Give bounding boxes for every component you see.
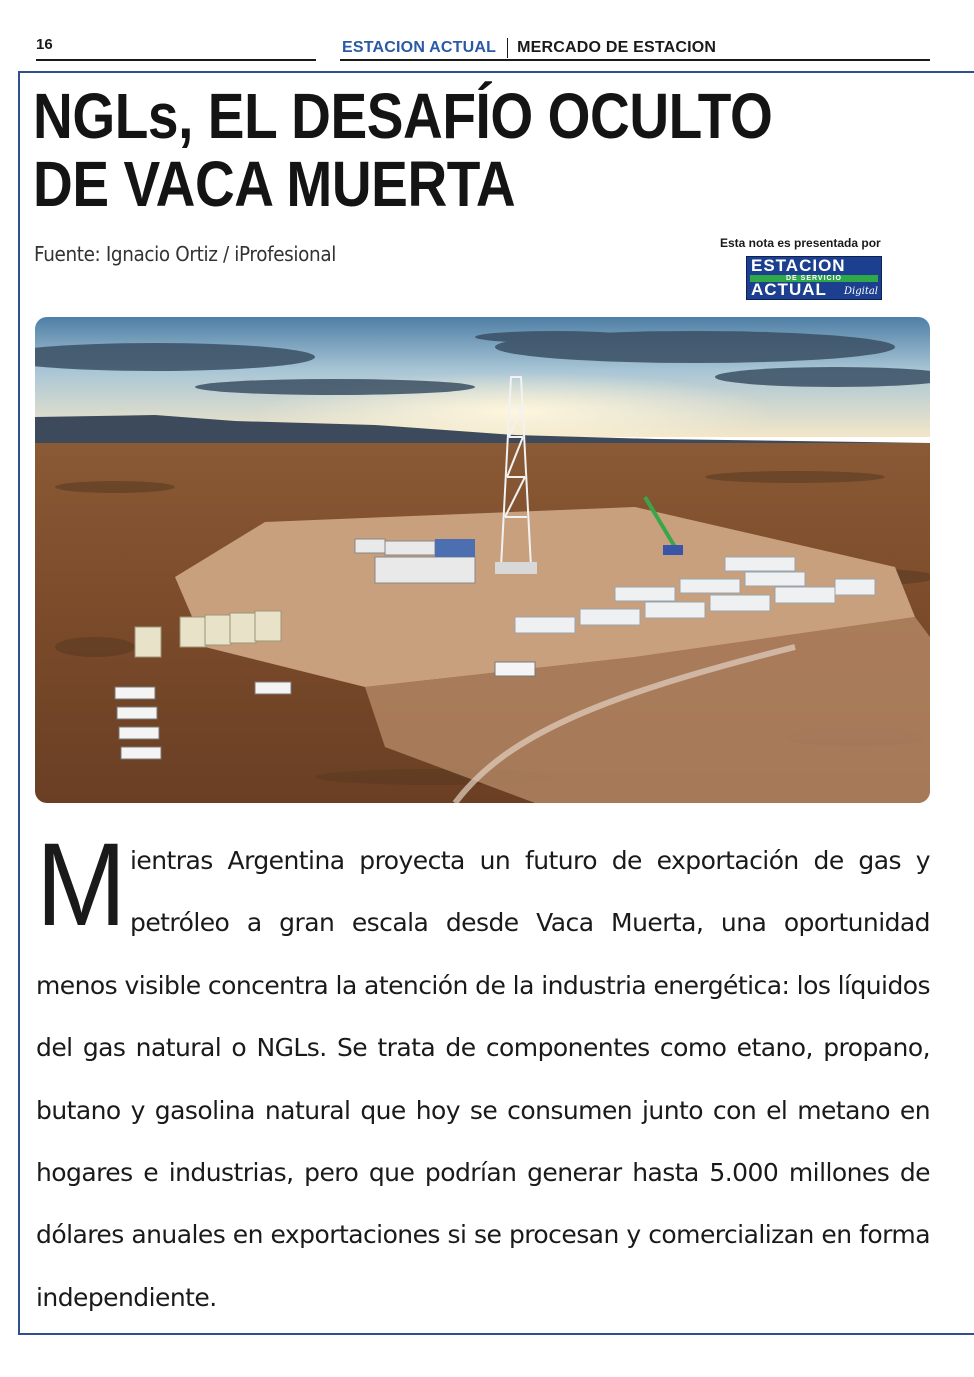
- running-header: [342, 38, 716, 58]
- logo-band: DE SERVICIO: [750, 275, 878, 282]
- article-body-text: ientras Argentina proyecta un futuro de exportación de gas y petróleo a gran escala desde Vaca Muerta, una oportunidad menos visible concentra la atención de la industria energética: los líquidos del gas natural o NGLs. Se trata de componentes como etano, propano, butano y gasolina natural que hoy se consumen junto con el metano en hogares e industrias, pero que podrían generar hasta 5.000 millones de dólares anuales en exportaciones si se procesan y comercializan en forma independiente.: [36, 846, 930, 1312]
- publication-name: ESTACION ACTUAL: [342, 39, 497, 56]
- dropcap-space: [36, 830, 130, 950]
- sponsor-caption: Esta nota es presentada por: [720, 236, 881, 250]
- page-number: 16: [36, 36, 53, 53]
- section-name: MERCADO DE ESTACION: [517, 39, 717, 56]
- frame-border: [18, 71, 974, 73]
- frame-border: [18, 1333, 974, 1335]
- logo-word: ESTACION: [751, 256, 846, 275]
- article-body: [36, 830, 930, 1329]
- header-rule: [340, 59, 930, 61]
- header-rule: [36, 59, 316, 61]
- photo-illustration: [35, 317, 930, 803]
- logo-word: ACTUAL: [751, 280, 827, 299]
- drilling-rig-photo: [35, 317, 930, 803]
- article-source: Fuente: Ignacio Ortiz / iProfesional: [34, 242, 336, 266]
- frame-border: [18, 71, 20, 1335]
- drop-cap: M: [36, 819, 127, 951]
- article-title: NGLs, EL DESAFÍO OCULTO DE VACA MUERTA: [33, 80, 773, 220]
- sponsor-logo[interactable]: [746, 256, 882, 300]
- header-divider: [507, 38, 508, 58]
- logo-suffix: Digital: [844, 286, 878, 297]
